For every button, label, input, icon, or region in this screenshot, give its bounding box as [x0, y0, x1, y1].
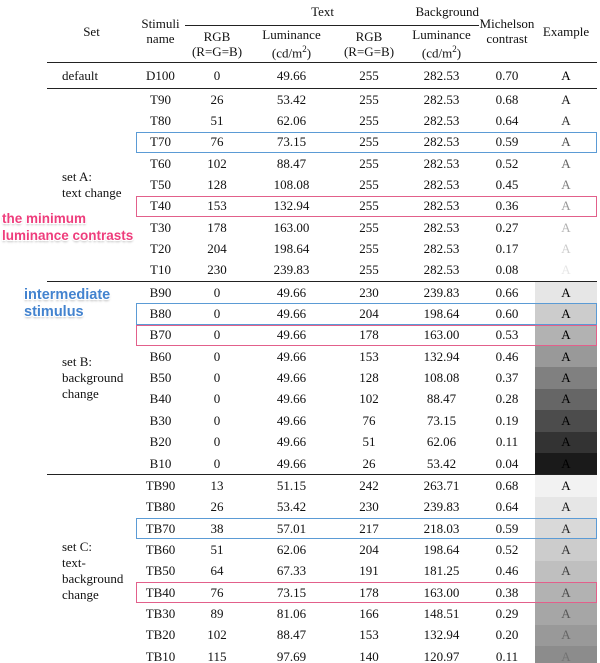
- section-rows: [136, 282, 597, 474]
- background-luminance-cell: 198.64: [423, 306, 460, 322]
- background-luminance-cell: 239.83: [423, 284, 460, 300]
- table-section: [47, 282, 597, 475]
- text-rgb-cell: 76: [210, 134, 224, 150]
- text-rgb-cell: 0: [213, 306, 221, 322]
- table-row: [136, 260, 597, 281]
- background-rgb-cell: 255: [359, 155, 379, 171]
- set-label-line: default: [62, 67, 99, 83]
- background-luminance-cell: 282.53: [423, 241, 460, 257]
- column-header-stimuli-name: Stimuli name: [141, 16, 180, 46]
- text-rgb-cell: 0: [213, 284, 221, 300]
- section-rows: [136, 475, 597, 663]
- text-rgb-cell: 230: [207, 262, 227, 278]
- text-rgb-cell: 102: [207, 627, 227, 643]
- example-swatch: A: [535, 410, 597, 431]
- stimulus-name-cell: TB70: [145, 520, 176, 536]
- stimulus-name-cell: B90: [149, 284, 172, 300]
- text-luminance-cell: 239.83: [273, 262, 310, 278]
- section-rows: [136, 89, 597, 281]
- background-rgb-cell: 153: [359, 348, 379, 364]
- text-luminance-cell: 53.42: [276, 499, 307, 515]
- example-swatch: A: [535, 625, 597, 646]
- example-swatch: A: [535, 432, 597, 453]
- text-rgb-cell: 0: [213, 455, 221, 471]
- column-group-text: Text: [185, 0, 334, 26]
- michelson-contrast-cell: 0.27: [495, 219, 519, 235]
- text-rgb-cell: 178: [207, 219, 227, 235]
- set-label-line: change: [62, 386, 99, 402]
- table-row: [136, 217, 597, 238]
- example-swatch: A: [535, 561, 597, 582]
- table-row: [136, 282, 597, 303]
- example-swatch: A: [535, 539, 597, 560]
- example-swatch: A: [535, 518, 597, 539]
- text-luminance-cell: 88.47: [276, 627, 307, 643]
- text-luminance-cell: 132.94: [273, 198, 310, 214]
- text-luminance-cell: 81.06: [276, 605, 307, 621]
- column-header-text-rgb: RGB (R=G=B): [191, 29, 243, 59]
- table-row: [136, 132, 597, 153]
- michelson-contrast-cell: 0.64: [495, 113, 519, 129]
- text-luminance-cell: 88.47: [276, 155, 307, 171]
- example-swatch: A: [535, 196, 597, 217]
- background-luminance-cell: 282.53: [423, 155, 460, 171]
- stimulus-name-cell: T20: [150, 241, 171, 257]
- annotation-intermediate-stimulus: intermediate stimulus: [24, 287, 111, 320]
- stimulus-name-cell: B60: [149, 348, 172, 364]
- michelson-contrast-cell: 0.11: [495, 434, 519, 450]
- example-swatch: A: [535, 646, 597, 663]
- background-luminance-cell: 62.06: [426, 434, 457, 450]
- background-luminance-cell: 88.47: [426, 391, 457, 407]
- stimulus-name-cell: T50: [150, 177, 171, 193]
- text-luminance-cell: 67.33: [276, 563, 307, 579]
- table-row: [136, 196, 597, 217]
- michelson-contrast-cell: 0.64: [495, 499, 519, 515]
- stimulus-name-cell: TB50: [145, 563, 176, 579]
- text-luminance-cell: 51.15: [276, 477, 307, 493]
- text-rgb-cell: 115: [207, 648, 227, 663]
- background-rgb-cell: 255: [359, 177, 379, 193]
- michelson-contrast-cell: 0.68: [495, 477, 519, 493]
- background-rgb-cell: 255: [359, 241, 379, 257]
- michelson-contrast-cell: 0.17: [495, 241, 519, 257]
- set-label: [47, 63, 136, 88]
- text-luminance-cell: 97.69: [276, 648, 307, 663]
- background-rgb-cell: 242: [359, 477, 379, 493]
- example-swatch: A: [535, 132, 597, 153]
- text-rgb-cell: 76: [210, 584, 224, 600]
- set-label-line: background: [62, 370, 124, 386]
- background-luminance-cell: 198.64: [423, 541, 460, 557]
- stimulus-name-cell: B80: [149, 306, 172, 322]
- background-luminance-cell: 108.08: [423, 370, 460, 386]
- text-luminance-cell: 73.15: [276, 134, 307, 150]
- text-luminance-cell: 73.15: [276, 584, 307, 600]
- table-row: [136, 410, 597, 431]
- table-row: [136, 367, 597, 388]
- text-rgb-cell: 0: [213, 348, 221, 364]
- column-group-background: Background: [334, 0, 479, 26]
- set-label-line: background: [62, 571, 124, 587]
- stimulus-name-cell: T90: [150, 91, 171, 107]
- set-label-line: change: [62, 587, 99, 603]
- table-row: [136, 110, 597, 131]
- background-rgb-cell: 217: [359, 520, 379, 536]
- table-row: [136, 432, 597, 453]
- text-rgb-cell: 204: [207, 241, 227, 257]
- background-luminance-cell: 163.00: [423, 584, 460, 600]
- example-swatch: A: [535, 63, 597, 88]
- table-row: [136, 625, 597, 646]
- example-swatch: A: [535, 89, 597, 110]
- stimulus-name-cell: B50: [149, 370, 172, 386]
- text-luminance-cell: 49.66: [276, 67, 307, 83]
- background-rgb-cell: 255: [359, 91, 379, 107]
- table-row: [136, 518, 597, 539]
- michelson-contrast-cell: 0.28: [495, 391, 519, 407]
- table-body: [47, 63, 597, 663]
- text-rgb-cell: 0: [213, 434, 221, 450]
- background-rgb-cell: 191: [359, 563, 379, 579]
- text-luminance-cell: 49.66: [276, 327, 307, 343]
- background-rgb-cell: 255: [359, 198, 379, 214]
- example-swatch: A: [535, 475, 597, 496]
- text-rgb-cell: 0: [213, 391, 221, 407]
- text-luminance-cell: 57.01: [276, 520, 307, 536]
- background-rgb-cell: 140: [359, 648, 379, 663]
- table-header: [47, 0, 597, 63]
- background-luminance-cell: 282.53: [423, 262, 460, 278]
- michelson-contrast-cell: 0.20: [495, 627, 519, 643]
- background-luminance-cell: 282.53: [423, 177, 460, 193]
- set-label-line: set C:: [62, 539, 92, 555]
- background-rgb-cell: 255: [359, 67, 379, 83]
- table-row: [136, 238, 597, 259]
- text-luminance-cell: 198.64: [273, 241, 310, 257]
- background-rgb-cell: 255: [359, 134, 379, 150]
- text-luminance-cell: 49.66: [276, 391, 307, 407]
- example-swatch: A: [535, 389, 597, 410]
- background-rgb-cell: 153: [359, 627, 379, 643]
- set-label-line: text change: [62, 185, 122, 201]
- column-header-text-luminance: Luminance $(cd/m^2)$: [262, 27, 321, 61]
- michelson-contrast-cell: 0.37: [495, 370, 519, 386]
- stimulus-name-cell: T30: [150, 219, 171, 235]
- text-rgb-cell: 51: [210, 541, 224, 557]
- table-row: [136, 153, 597, 174]
- stimulus-name-cell: TB20: [145, 627, 176, 643]
- background-rgb-cell: 230: [359, 499, 379, 515]
- stimulus-name-cell: TB30: [145, 605, 176, 621]
- stimulus-name-cell: T70: [150, 134, 171, 150]
- table-row: [136, 346, 597, 367]
- stimulus-name-cell: TB90: [145, 477, 176, 493]
- column-header-background-luminance: Luminance $(cd/m^2)$: [412, 27, 471, 61]
- section-rows: [136, 63, 597, 88]
- table-row: [136, 582, 597, 603]
- example-swatch: A: [535, 282, 597, 303]
- text-rgb-cell: 0: [213, 412, 221, 428]
- example-swatch: A: [535, 346, 597, 367]
- text-luminance-cell: 108.08: [273, 177, 310, 193]
- michelson-contrast-cell: 0.59: [495, 134, 519, 150]
- text-rgb-cell: 64: [210, 563, 224, 579]
- background-rgb-cell: 204: [359, 541, 379, 557]
- table-section: [47, 475, 597, 663]
- set-label-line: text-: [62, 555, 86, 571]
- stimulus-name-cell: B10: [149, 455, 172, 471]
- background-luminance-cell: 120.97: [423, 648, 460, 663]
- text-luminance-cell: 163.00: [273, 219, 310, 235]
- text-luminance-cell: 49.66: [276, 348, 307, 364]
- table-row: [136, 325, 597, 346]
- set-label-line: set B:: [62, 354, 92, 370]
- text-luminance-cell: 49.66: [276, 455, 307, 471]
- stimulus-name-cell: B30: [149, 412, 172, 428]
- stimulus-name-cell: TB60: [145, 541, 176, 557]
- background-rgb-cell: 51: [362, 434, 376, 450]
- text-rgb-cell: 51: [210, 113, 224, 129]
- background-luminance-cell: 282.53: [423, 198, 460, 214]
- example-swatch: A: [535, 367, 597, 388]
- table-row: [136, 389, 597, 410]
- table-row: [136, 303, 597, 324]
- background-luminance-cell: 282.53: [423, 134, 460, 150]
- michelson-contrast-cell: 0.59: [495, 520, 519, 536]
- michelson-contrast-cell: 0.36: [495, 198, 519, 214]
- stimulus-name-cell: T80: [150, 113, 171, 129]
- background-rgb-cell: 178: [359, 584, 379, 600]
- stimulus-name-cell: D100: [146, 67, 175, 83]
- background-rgb-cell: 128: [359, 370, 379, 386]
- text-rgb-cell: 38: [210, 520, 224, 536]
- stimulus-name-cell: B40: [149, 391, 172, 407]
- text-luminance-cell: 49.66: [276, 412, 307, 428]
- text-rgb-cell: 153: [207, 198, 227, 214]
- stimulus-name-cell: T10: [150, 262, 171, 278]
- example-swatch: A: [535, 303, 597, 324]
- michelson-contrast-cell: 0.11: [495, 648, 519, 663]
- example-swatch: A: [535, 153, 597, 174]
- stimulus-name-cell: T60: [150, 155, 171, 171]
- table-row: [136, 646, 597, 663]
- text-rgb-cell: 0: [213, 67, 221, 83]
- background-luminance-cell: 181.25: [423, 563, 460, 579]
- michelson-contrast-cell: 0.52: [495, 155, 519, 171]
- michelson-contrast-cell: 0.45: [495, 177, 519, 193]
- annotation-minimum-luminance-contrasts: the minimum luminance contrasts: [2, 211, 134, 243]
- michelson-contrast-cell: 0.04: [495, 455, 519, 471]
- text-rgb-cell: 0: [213, 327, 221, 343]
- example-swatch: A: [535, 260, 597, 281]
- michelson-contrast-cell: 0.52: [495, 541, 519, 557]
- text-luminance-cell: 49.66: [276, 370, 307, 386]
- table-row: [136, 603, 597, 624]
- text-luminance-cell: 49.66: [276, 434, 307, 450]
- text-luminance-cell: 49.66: [276, 284, 307, 300]
- michelson-contrast-cell: 0.46: [495, 348, 519, 364]
- background-luminance-cell: 73.15: [426, 412, 457, 428]
- example-swatch: A: [535, 174, 597, 195]
- background-luminance-cell: 53.42: [426, 455, 457, 471]
- michelson-contrast-cell: 0.66: [495, 284, 519, 300]
- example-swatch: A: [535, 217, 597, 238]
- michelson-contrast-cell: 0.29: [495, 605, 519, 621]
- stimulus-name-cell: TB10: [145, 648, 176, 663]
- background-luminance-cell: 282.53: [423, 113, 460, 129]
- background-rgb-cell: 166: [359, 605, 379, 621]
- table-row: [136, 63, 597, 88]
- table-row: [136, 174, 597, 195]
- background-luminance-cell: 132.94: [423, 348, 460, 364]
- text-rgb-cell: 13: [210, 477, 224, 493]
- column-header-michelson-contrast: Michelson contrast: [479, 16, 535, 46]
- michelson-contrast-cell: 0.19: [495, 412, 519, 428]
- text-luminance-cell: 53.42: [276, 91, 307, 107]
- example-swatch: A: [535, 603, 597, 624]
- table-row: [136, 539, 597, 560]
- set-label-line: set A:: [62, 169, 92, 185]
- michelson-contrast-cell: 0.68: [495, 91, 519, 107]
- example-swatch: A: [535, 453, 597, 474]
- background-luminance-cell: 239.83: [423, 499, 460, 515]
- text-luminance-cell: 62.06: [276, 113, 307, 129]
- stimulus-name-cell: T40: [150, 198, 171, 214]
- background-luminance-cell: 282.53: [423, 67, 460, 83]
- text-rgb-cell: 102: [207, 155, 227, 171]
- michelson-contrast-cell: 0.60: [495, 306, 519, 322]
- background-luminance-cell: 132.94: [423, 627, 460, 643]
- michelson-contrast-cell: 0.08: [495, 262, 519, 278]
- background-luminance-cell: 282.53: [423, 91, 460, 107]
- text-rgb-cell: 89: [210, 605, 224, 621]
- michelson-contrast-cell: 0.70: [495, 67, 519, 83]
- text-luminance-cell: 62.06: [276, 541, 307, 557]
- table-section: [47, 89, 597, 282]
- background-rgb-cell: 178: [359, 327, 379, 343]
- text-rgb-cell: 26: [210, 91, 224, 107]
- text-rgb-cell: 128: [207, 177, 227, 193]
- background-rgb-cell: 230: [359, 284, 379, 300]
- table-row: [136, 497, 597, 518]
- michelson-contrast-cell: 0.46: [495, 563, 519, 579]
- background-rgb-cell: 255: [359, 113, 379, 129]
- text-rgb-cell: 0: [213, 370, 221, 386]
- stimulus-table: [47, 0, 597, 663]
- table-section: [47, 63, 597, 89]
- column-header-set: Set: [83, 23, 100, 39]
- example-swatch: A: [535, 238, 597, 259]
- stimulus-name-cell: TB80: [145, 499, 176, 515]
- table-row: [136, 453, 597, 474]
- background-luminance-cell: 163.00: [423, 327, 460, 343]
- background-rgb-cell: 255: [359, 262, 379, 278]
- stimulus-name-cell: B20: [149, 434, 172, 450]
- set-label: [47, 89, 136, 281]
- text-rgb-cell: 26: [210, 499, 224, 515]
- column-header-background-rgb: RGB (R=G=B): [343, 29, 395, 59]
- example-swatch: A: [535, 110, 597, 131]
- michelson-contrast-cell: 0.38: [495, 584, 519, 600]
- example-swatch: A: [535, 582, 597, 603]
- stimulus-name-cell: TB40: [145, 584, 176, 600]
- michelson-contrast-cell: 0.53: [495, 327, 519, 343]
- background-luminance-cell: 148.51: [423, 605, 460, 621]
- background-luminance-cell: 263.71: [423, 477, 460, 493]
- background-rgb-cell: 255: [359, 219, 379, 235]
- background-rgb-cell: 76: [362, 412, 376, 428]
- table-row: [136, 561, 597, 582]
- background-rgb-cell: 102: [359, 391, 379, 407]
- background-rgb-cell: 204: [359, 306, 379, 322]
- stimulus-name-cell: B70: [149, 327, 172, 343]
- table-row: [136, 475, 597, 496]
- table-row: [136, 89, 597, 110]
- background-luminance-cell: 218.03: [423, 520, 460, 536]
- set-label: [47, 475, 136, 663]
- example-swatch: A: [535, 497, 597, 518]
- column-header-example: Example: [542, 23, 590, 39]
- background-rgb-cell: 26: [362, 455, 376, 471]
- example-swatch: A: [535, 325, 597, 346]
- text-luminance-cell: 49.66: [276, 306, 307, 322]
- background-luminance-cell: 282.53: [423, 219, 460, 235]
